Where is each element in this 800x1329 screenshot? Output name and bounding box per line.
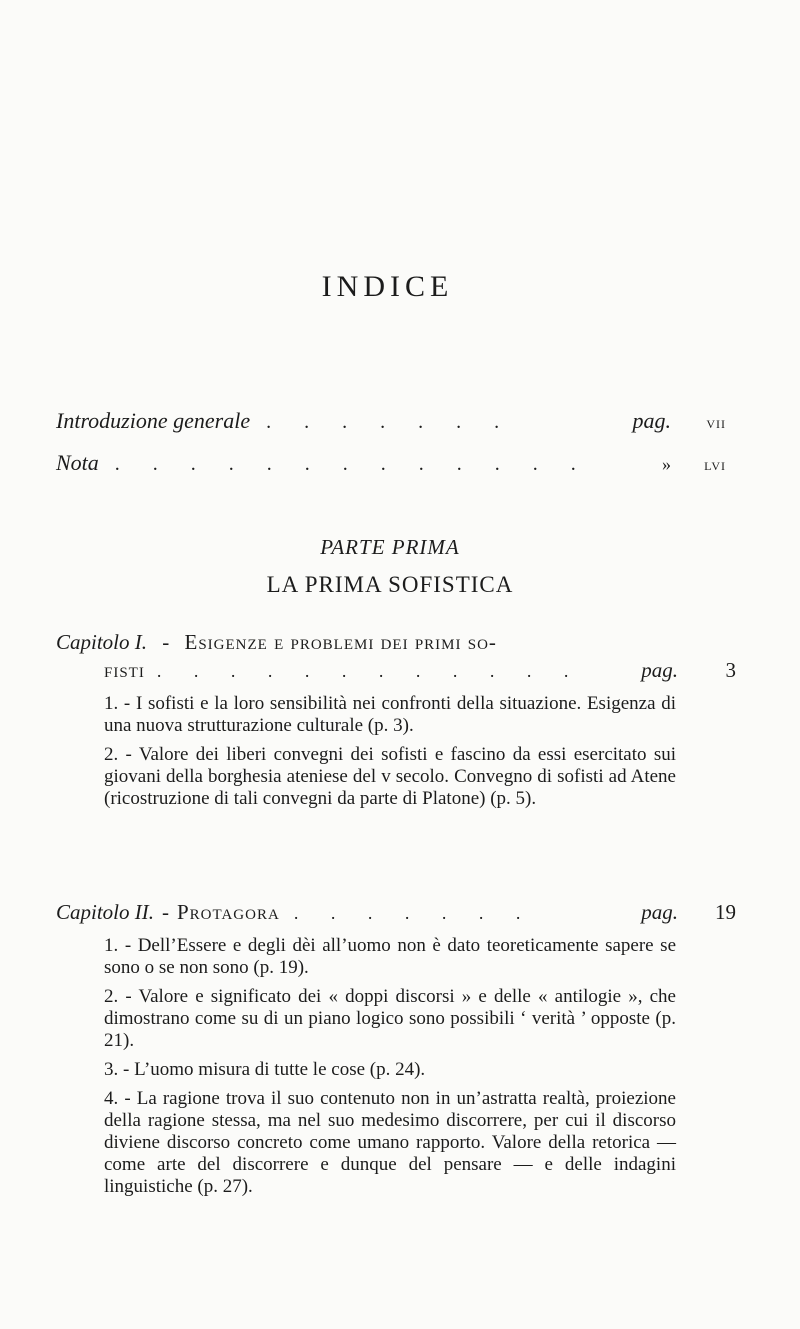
part-label: PARTE PRIMA (320, 535, 460, 559)
page-number: 19 (715, 900, 736, 924)
toc-entry-nota[interactable] (56, 450, 726, 480)
chapter-heading[interactable] (56, 898, 736, 927)
toc-entry-introduzione[interactable] (56, 408, 726, 438)
chapter-1 (56, 628, 736, 817)
section-entry: 2. - Valore dei liberi convegni dei sofisti e fascino da essi esercitato sui giovani della borghesia ateniese del v secolo. Convegno di sofisti ad Atene (ricostruzione di tali convegni da parte di Platone) (p. 5). (104, 744, 676, 809)
leader-dots: . . . . . . . . . . . . (156, 661, 583, 681)
section-entry: 2. - Valore e significato dei « doppi discorsi » e delle « antilogie », che dimostrano come su di un piano logico sono possibili ‘ verità ’ opposte (p. 21). (104, 986, 676, 1051)
section-list (104, 693, 676, 810)
chapter-heading-continued (56, 656, 736, 685)
section-entry: 1. - Dell’Essere e degli dèi all’uomo non è dato teoreticamente sapere se sono o se non sono (p. 19). (104, 935, 676, 978)
section-list (104, 935, 676, 1198)
pag-abbrev: pag. (641, 658, 678, 682)
chapter-title-continued: fisti (104, 658, 145, 682)
toc-entry-label: Introduzione generale (56, 408, 251, 433)
pag-abbrev: pag. (632, 408, 671, 433)
page-number: 3 (725, 658, 736, 682)
separator: - (162, 900, 169, 924)
chapter-2 (56, 898, 736, 1205)
chapter-number: Capitolo I. (56, 630, 148, 654)
chapter-title: Protagora (177, 900, 280, 924)
section-entry: 3. - L’uomo misura di tutte le cose (p. 24). (104, 1059, 426, 1080)
chapter-number: Capitolo II. (56, 900, 154, 924)
chapter-title: Esigenze e problemi dei primi so- (184, 630, 497, 654)
ditto-mark: » (662, 454, 671, 474)
leader-dots: . . . . . . . . . . . . . (114, 453, 590, 475)
leader-dots: . . . . . . . (293, 903, 535, 923)
chapter-heading[interactable] (56, 628, 736, 656)
page-number: vii (706, 413, 726, 432)
page-number: lvi (704, 455, 726, 474)
page-title: INDICE (321, 270, 454, 303)
section-entry: 1. - I sofisti e la loro sensibilità nei confronti della situazione. Esigenza di una nuova strutturazione culturale (p. 3). (104, 693, 676, 736)
part-title: LA PRIMA SOFISTICA (266, 572, 514, 597)
separator: - (162, 630, 170, 654)
section-entry: 4. - La ragione trova il suo contenuto non in un’astratta realtà, proiezione della ragione stessa, ma nel suo medesimo discorrere, per cui il discorso diviene discorso concreto come umano rapporto. Valore della retorica — come arte del discorrere e dunque del pensare — e delle indagini linguistiche (p. 27). (104, 1088, 676, 1197)
leader-dots: . . . . . . . (266, 411, 514, 433)
pag-abbrev: pag. (641, 900, 678, 924)
toc-entry-label: Nota (56, 450, 99, 475)
